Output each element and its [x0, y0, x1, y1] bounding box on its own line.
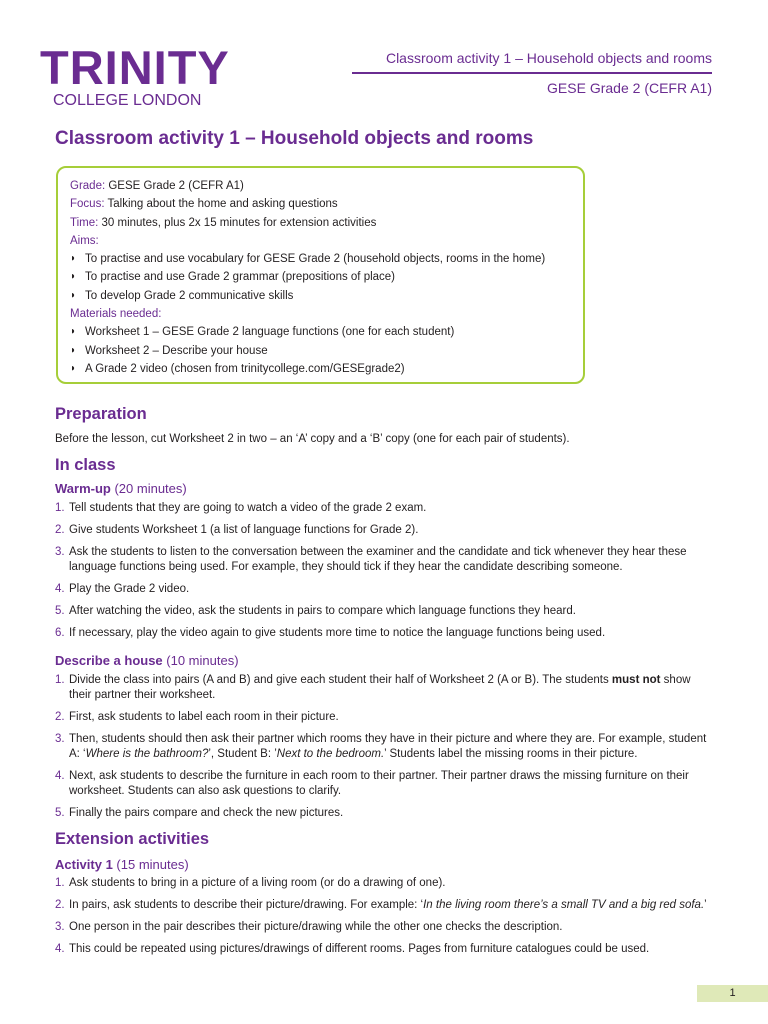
grade-value: GESE Grade 2 (CEFR A1): [105, 180, 244, 192]
list-item: [55, 626, 715, 641]
materials-label: Materials needed:: [70, 308, 162, 321]
preparation-heading: Preparation: [55, 405, 147, 423]
running-header-grade: GESE Grade 2 (CEFR A1): [547, 80, 712, 96]
activity1-heading: [55, 857, 189, 872]
step-text: ’ Students label the missing rooms in their picture.: [384, 748, 638, 760]
trinity-logo: [40, 41, 230, 110]
step-text: One person in the pair describes their picture/drawing while the other one checks the description.: [69, 921, 563, 933]
describe-house-duration: (10 minutes): [162, 653, 239, 668]
time-row: [70, 214, 571, 232]
time-value: 30 minutes, plus 2x 15 minutes for extension activities: [98, 216, 377, 229]
warmup-steps: [55, 501, 715, 648]
activity1-duration: (15 minutes): [112, 857, 189, 872]
step-text: show their partner their worksheet.: [69, 674, 691, 701]
step-number: 5.: [55, 605, 65, 617]
material-item: ◗ A Grade 2 video (chosen from trinitycollege.com/GESEgrade2): [70, 360, 571, 378]
warmup-heading: [55, 481, 187, 496]
list-item: [55, 604, 715, 619]
list-item: [55, 920, 715, 935]
step-text: In pairs, ask students to describe their picture/drawing. For example: ‘: [69, 899, 424, 911]
step-number: 1.: [55, 674, 65, 686]
focus-label: Focus:: [70, 198, 105, 211]
step-text: Give students Worksheet 1 (a list of language functions for Grade 2).: [69, 524, 419, 536]
step-number: 6.: [55, 627, 65, 639]
step-number: 4.: [55, 583, 65, 595]
list-item: [55, 710, 715, 725]
warmup-title: Warm-up: [55, 481, 111, 496]
material-item: ◗ Worksheet 1 – GESE Grade 2 language functions (one for each student): [70, 323, 571, 341]
step-text: Next, ask students to describe the furniture in each room to their partner. Their partner draws the missing furniture on their worksheet. Students can also ask questions to clarify.: [69, 770, 689, 797]
step-text: Tell students that they are going to watch a video of the grade 2 exam.: [69, 502, 427, 514]
step-text: ’, Student B: ’: [208, 748, 277, 760]
logo-subtitle: COLLEGE LONDON: [53, 92, 202, 109]
activity1-steps: [55, 876, 715, 964]
step-text: Divide the class into pairs (A and B) and give each student their half of Worksheet 2 (A or B). The students: [69, 674, 612, 686]
aim-item: ◗ To develop Grade 2 communicative skills: [70, 287, 571, 305]
in-class-heading: In class: [55, 456, 116, 474]
describe-house-steps: [55, 673, 715, 828]
activity-info-box: [56, 166, 585, 384]
list-item: [55, 876, 715, 891]
step-text: Play the Grade 2 video.: [69, 583, 190, 595]
materials-list: [70, 323, 571, 378]
list-item: [55, 501, 715, 516]
step-number: 3.: [55, 733, 65, 745]
list-item: [55, 545, 715, 575]
aims-label: Aims:: [70, 234, 99, 247]
step-text: Then, students should then ask their partner which rooms they have in their picture and where they are. For example, student A: ‘: [69, 733, 707, 760]
step-emphasis: must not: [611, 674, 661, 686]
describe-house-title: Describe a house: [55, 653, 163, 668]
aim-item: ◗ To practise and use vocabulary for GESE Grade 2 (household objects, rooms in the home): [70, 250, 571, 268]
material-item: ◗ Worksheet 2 – Describe your house: [70, 342, 571, 360]
step-text: Finally the pairs compare and check the new pictures.: [69, 807, 344, 819]
step-text: Ask students to bring in a picture of a living room (or do a drawing of one).: [69, 877, 446, 889]
focus-value: Talking about the home and asking questions: [104, 198, 338, 211]
running-header-title: Classroom activity 1 – Household objects and rooms: [352, 48, 712, 74]
example-sentence: In the living room there’s a small TV and a big red sofa.: [423, 899, 705, 911]
list-item: [55, 523, 715, 538]
step-text: First, ask students to label each room in their picture.: [69, 711, 339, 723]
aim-item: ◗ To practise and use Grade 2 grammar (prepositions of place): [70, 268, 571, 286]
logo-wordmark: TRINITY: [40, 41, 230, 94]
list-item: [55, 673, 715, 703]
running-header: [352, 48, 712, 98]
step-text: If necessary, play the video again to give students more time to notice the language functions being used.: [69, 627, 606, 639]
example-question: Where is the bathroom?: [85, 748, 209, 760]
extension-heading: Extension activities: [55, 830, 210, 848]
page-title: Classroom activity 1 – Household objects and rooms: [55, 128, 534, 149]
step-number: 4.: [55, 770, 65, 782]
describe-house-heading: [55, 653, 239, 668]
step-number: 1.: [55, 877, 65, 889]
page-number: 1: [697, 985, 768, 1002]
step-text: Ask the students to listen to the conversation between the examiner and the candidate and tick whenever they hear these language functions being used. For example, they should tick if they hear the candidate describing someone.: [69, 546, 687, 573]
list-item: [55, 806, 715, 821]
focus-row: [70, 195, 571, 213]
step-number: 2.: [55, 711, 65, 723]
step-text: After watching the video, ask the students in pairs to compare which language functions they heard.: [69, 605, 576, 617]
step-number: 2.: [55, 899, 65, 911]
time-label: Time:: [70, 216, 99, 229]
step-text: This could be repeated using pictures/drawings of different rooms. Pages from furniture catalogues could be used.: [69, 943, 650, 955]
grade-row: [70, 177, 571, 195]
step-number: 2.: [55, 524, 65, 536]
step-number: 4.: [55, 943, 65, 955]
list-item: [55, 942, 715, 957]
step-text: ’: [704, 899, 707, 911]
example-answer: Next to the bedroom.: [276, 748, 385, 760]
list-item: [55, 898, 715, 913]
aims-list: [70, 250, 571, 305]
list-item: [55, 582, 715, 597]
warmup-duration: (20 minutes): [110, 481, 187, 496]
step-number: 3.: [55, 921, 65, 933]
step-number: 1.: [55, 502, 65, 514]
activity1-title: Activity 1: [55, 857, 113, 872]
preparation-text: Before the lesson, cut Worksheet 2 in two – an ‘A’ copy and a ‘B’ copy (one for each pair of students).: [55, 433, 570, 445]
step-number: 3.: [55, 546, 65, 558]
list-item: [55, 732, 715, 762]
list-item: [55, 769, 715, 799]
grade-label: Grade:: [70, 180, 106, 192]
step-number: 5.: [55, 807, 65, 819]
